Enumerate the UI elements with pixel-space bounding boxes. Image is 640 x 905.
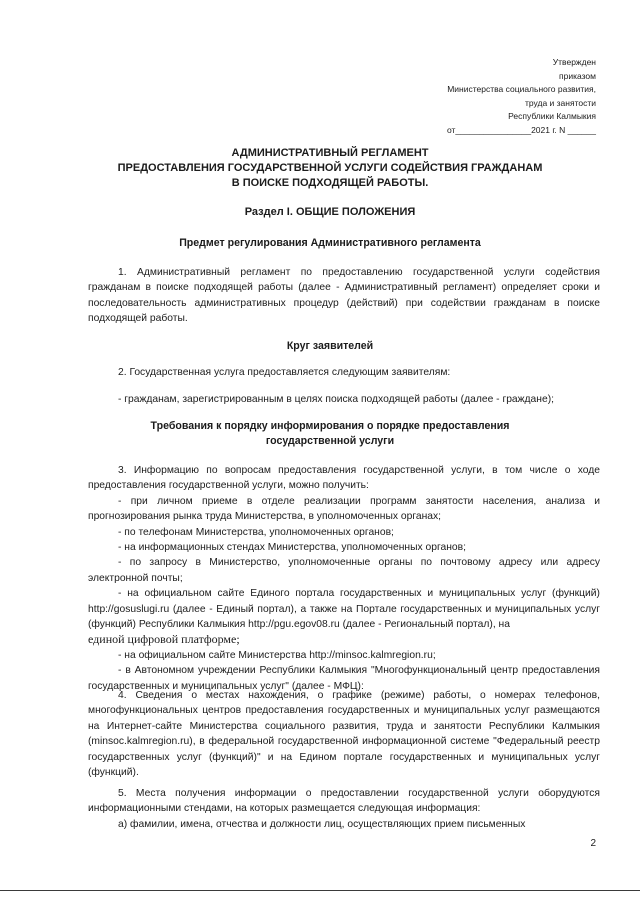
list-item: а) фамилии, имена, отчества и должности лиц, осуществляющих прием письменных <box>118 818 526 830</box>
subject-heading: Предмет регулирования Административного регламента <box>179 237 481 249</box>
paragraph-2 <box>88 365 600 380</box>
approval-line: Министерства социального развития, <box>447 84 596 95</box>
paragraph-2-item <box>88 392 600 407</box>
list-item: - на официальном сайте Министерства http://minsoc.kalmregion.ru; <box>118 649 436 661</box>
title-line: ПРЕДОСТАВЛЕНИЯ ГОСУДАРСТВЕННОЙ УСЛУГИ СОДЕЙСТВИЯ ГРАЖДАНАМ <box>117 162 543 174</box>
paragraph-text: 5. Места получения информации о предоставлении государственной услуги оборудуются информационными стендами, на которых размещается следующая информация: <box>88 788 600 815</box>
approval-line: приказом <box>559 70 596 81</box>
heading-line: государственной услуги <box>265 435 395 447</box>
approval-line: Утвержден <box>552 57 596 67</box>
paragraph-text: 2. Государственная услуга предоставляется следующим заявителям: <box>118 367 451 378</box>
paragraph-text: 3. Информацию по вопросам предоставления государственной услуги, в том числе о ходе предоставления государственной услуги, можно получить: <box>88 465 600 492</box>
paragraph-4 <box>88 688 600 780</box>
approval-line: от________________2021 г. N ______ <box>447 124 596 135</box>
paragraph-5 <box>88 786 600 832</box>
bottom-divider <box>0 890 640 891</box>
heading-line: Требования к порядку информирования о порядке предоставления <box>150 420 510 432</box>
approval-line: труда и занятости <box>525 97 596 108</box>
list-item: - по запросу в Министерство, уполномоченные органы по почтовому адресу или адресу электронной почты; <box>88 557 600 584</box>
paragraph-1 <box>88 265 600 327</box>
paragraph-3 <box>88 463 600 694</box>
document-title <box>80 146 580 191</box>
list-item: - на информационных стендах Министерства, уполномоченных органов; <box>118 542 466 554</box>
list-item: - в Автономном учреждении Республики Калмыкия "Многофункциональный центр предоставления государственных и муниципальных услуг" (далее - МФЦ): <box>88 665 600 692</box>
applicants-heading: Круг заявителей <box>286 340 374 352</box>
list-item: - гражданам, зарегистрированным в целях поиска подходящей работы (далее - граждане); <box>118 394 554 405</box>
title-line: АДМИНИСТРАТИВНЫЙ РЕГЛАМЕНТ <box>231 147 429 159</box>
paragraph-text: 4. Сведения о местах нахождения, о графике (режиме) работы, о номерах телефонов, многофункциональных центров предоставления государственных и муниципальных услуг размещаются на Интернет-сайте Министерства социального развития, труда и занятости Республики Калмыкия (minsoc.kalmregion.ru), в федеральной государственной информационной системе "Федеральный реестр государственных услуг (функций)" и на Едином портале государственных и муниципальных услуг (функций). <box>88 690 600 779</box>
list-item-continuation: единой цифровой платформе; <box>88 632 240 647</box>
list-item: - по телефонам Министерства, уполномоченных органов; <box>118 526 394 538</box>
approval-line: Республики Калмыкия <box>508 111 596 122</box>
list-item: - при личном приеме в отделе реализации программ занятости населения, анализа и прогнозирования рынка труда Министерства, в уполномоченных органах; <box>88 495 600 523</box>
information-heading <box>80 419 580 449</box>
paragraph-text: 1. Административный регламент по предоставлению государственной услуги содействия гражданам в поиске подходящей работы (далее - Административный регламент) определяет сроки и последовательность административных процедур (действий) при содействии гражданам в поиске подходящей работы. <box>88 267 600 325</box>
approval-stamp <box>416 56 596 138</box>
page-number: 2 <box>590 838 596 849</box>
title-line: В ПОИСКЕ ПОДХОДЯЩЕЙ РАБОТЫ. <box>231 177 429 189</box>
list-item: - на официальном сайте Единого портала государственных и муниципальных услуг (функций) http://gosuslugi.ru (далее - Единый портал), а также на Портале государственных и муниципальных услуг (функций) Республики Калмыкия http://pgu.egov08.ru (далее - Региональный портал), на <box>88 588 600 631</box>
section-heading: Раздел I. ОБЩИЕ ПОЛОЖЕНИЯ <box>244 206 416 218</box>
